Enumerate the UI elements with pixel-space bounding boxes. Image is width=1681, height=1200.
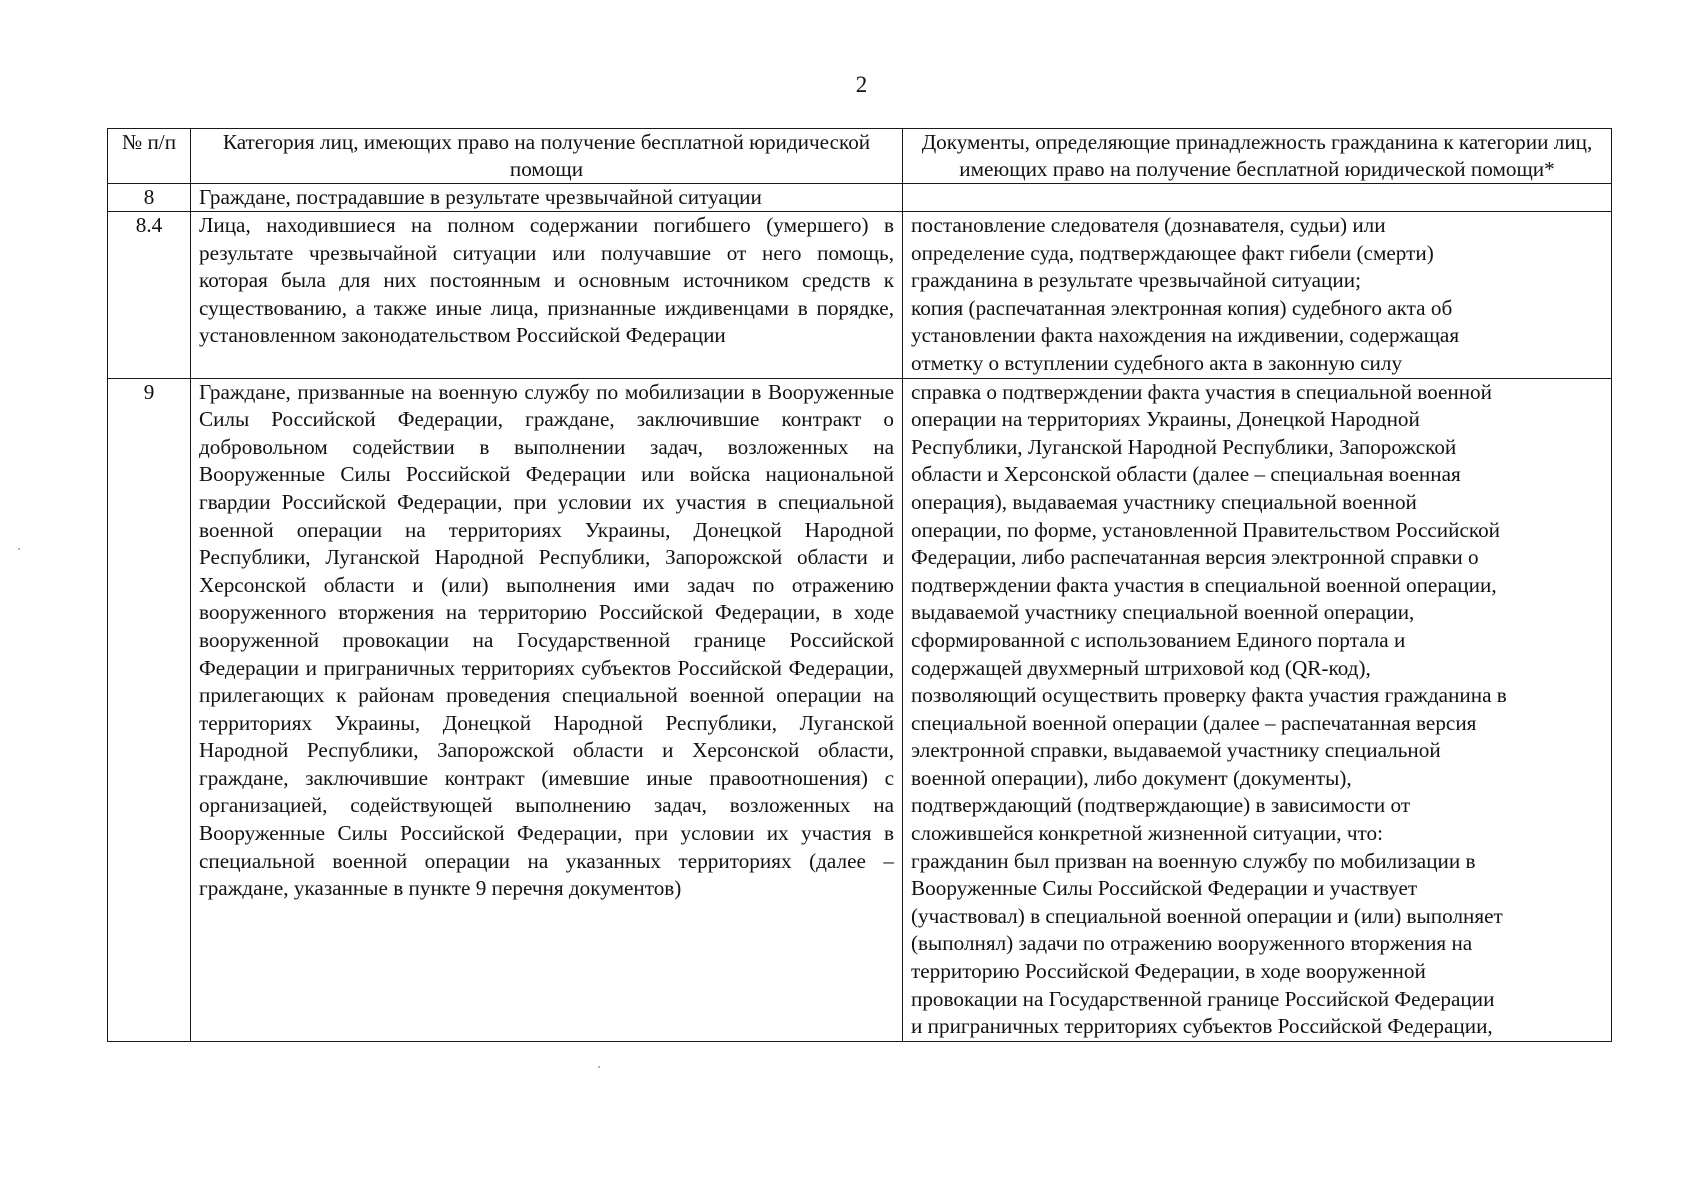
document-line: сформированной с использованием Единого портала и <box>911 627 1406 652</box>
table-row <box>108 184 1612 212</box>
document-line: отметку о вступлении судебного акта в законную силу <box>911 350 1403 375</box>
document-line: подтверждении факта участия в специальной военной операции, <box>911 572 1497 597</box>
header-number: № п/п <box>108 129 191 184</box>
document-line: сложившейся конкретной жизненной ситуации, что: <box>911 821 1383 846</box>
document-line: операция), выдаваемая участнику специальной военной <box>911 489 1417 514</box>
row-number: 8.4 <box>108 212 191 379</box>
document-line: постановление следователя (дознавателя, судьи) или <box>911 213 1386 237</box>
document-line: определение суда, подтверждающее факт гибели (смерти) <box>911 240 1434 265</box>
document-line: территорию Российской Федерации, в ходе вооруженной <box>911 959 1426 984</box>
row-number: 9 <box>108 378 191 1041</box>
header-category: Категория лиц, имеющих право на получение бесплатной юридической помощи <box>191 129 903 184</box>
row-documents <box>903 378 1612 1041</box>
document-line: позволяющий осуществить проверку факта участия гражданина в <box>911 683 1507 708</box>
categories-table <box>107 128 1612 1042</box>
row-number: 8 <box>108 184 191 212</box>
document-line: операции на территориях Украины, Донецкой Народной <box>911 407 1420 432</box>
row-category: Граждане, призванные на военную службу по мобилизации в Вооруженные Силы Российской Федерации, граждане, заключившие контракт о добровольном содействии в выполнении задач, возложенных на Вооруженные Силы Российской Федерации или войска национальной гвардии Российской Федерации, при условии их участия в специальной военной операции на территориях Украины, Донецкой Народной Республики, Луганской Народной Республики, Запорожской области и Херсонской области и (или) выполнения ими задач по отражению вооруженного вторжения на территорию Российской Федерации, в ходе вооруженной провокации на Государственной границе Российской Федерации и приграничных территориях субъектов Российской Федерации, прилегающих к районам проведения специальной военной операции на территориях Украины, Донецкой Народной Республики, Луганской Народной Республики, Запорожской области и Херсонской области, граждане, заключившие контракт (имевшие иные правоотношения) с организацией, содействующей выполнению задач, возложенных на Вооруженные Силы Российской Федерации, при условии их участия в специальной военной операции на указанных территориях (далее – граждане, указанные в пункте 9 перечня документов) <box>191 378 903 1041</box>
document-line: и приграничных территориях субъектов Российской Федерации, <box>911 1014 1493 1039</box>
row-category: Лица, находившиеся на полном содержании погибшего (умершего) в результате чрезвычайной ситуации или получавшие от него помощь, которая была для них постоянным и основным источником средств к существованию, а также иные лица, признанные иждивенцами в порядке, установленном законодательством Российской Федерации <box>191 212 903 379</box>
document-line: военной операции), либо документ (документы), <box>911 765 1352 790</box>
page-number: 2 <box>855 72 868 97</box>
scan-speck <box>18 548 20 550</box>
document-line: содержащей двухмерный штриховой код (QR-код), <box>911 655 1371 680</box>
document-line: подтверждающий (подтверждающие) в зависимости от <box>911 793 1411 818</box>
document-line: Вооруженные Силы Российской Федерации и участвует <box>911 876 1418 901</box>
document-line: (участвовал) в специальной военной операции и (или) выполняет <box>911 903 1503 928</box>
document-line: (выполнял) задачи по отражению вооруженного вторжения на <box>911 931 1473 956</box>
table-row <box>108 378 1612 1041</box>
document-line: выдаваемой участнику специальной военной операции, <box>911 600 1415 625</box>
table-row <box>108 212 1612 379</box>
document-line: операции, по форме, установленной Правительством Российской <box>911 517 1501 542</box>
row-category: Граждане, пострадавшие в результате чрезвычайной ситуации <box>191 184 903 212</box>
document-line: области и Херсонской области (далее – специальная военная <box>911 462 1461 487</box>
header-documents: Документы, определяющие принадлежность гражданина к категории лиц, имеющих право на получение бесплатной юридической помощи* <box>903 129 1612 184</box>
document-line: Республики, Луганской Народной Республики, Запорожской <box>911 434 1457 459</box>
document-line: гражданин был призван на военную службу по мобилизации в <box>911 848 1476 873</box>
document-line: электронной справки, выдаваемой участнику специальной <box>911 738 1441 763</box>
document-line: копия (распечатанная электронная копия) судебного акта об <box>911 295 1453 320</box>
document-line: Федерации, либо распечатанная версия электронной справки о <box>911 545 1479 570</box>
document-line: специальной военной операции (далее – распечатанная версия <box>911 710 1477 735</box>
document-line: установлении факта нахождения на иждивении, содержащая <box>911 323 1460 348</box>
document-line: гражданина в результате чрезвычайной ситуации; <box>911 268 1361 293</box>
document-line: справка о подтверждении факта участия в специальной военной <box>911 379 1492 404</box>
document-line: провокации на Государственной границе Российской Федерации <box>911 986 1495 1011</box>
row-documents <box>903 212 1612 379</box>
row-documents <box>903 184 1612 212</box>
table-header-row <box>108 129 1612 184</box>
scan-speck <box>598 1066 600 1068</box>
